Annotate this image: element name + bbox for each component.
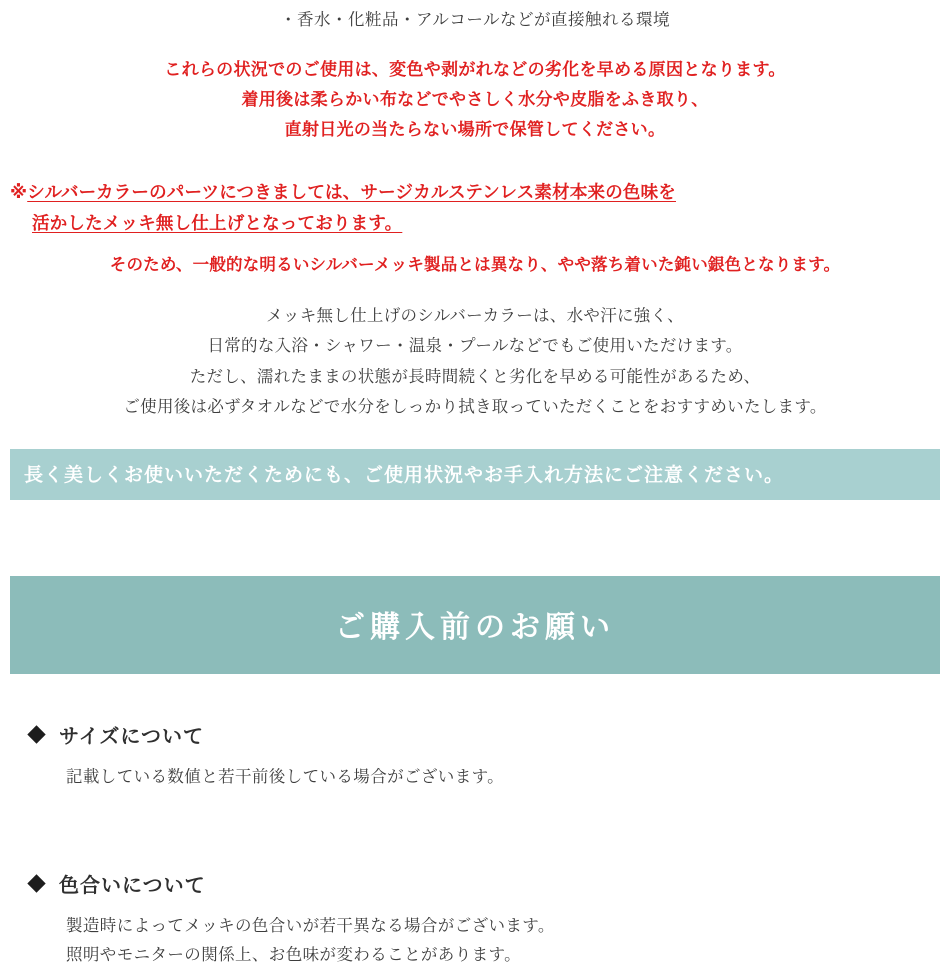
notice-item-color-line-1: 製造時によってメッキの色合いが若干異なる場合がございます。 <box>66 916 555 936</box>
silver-notice-line-2 <box>0 209 950 241</box>
silver-color-notice <box>0 178 950 241</box>
diamond-bullet-icon <box>27 875 45 893</box>
warning-line-3: 直射日光の当たらない場所で保管してください。 <box>284 120 666 141</box>
notice-item-color-title <box>30 869 950 898</box>
notice-item-color <box>0 869 950 970</box>
notice-item-size-title <box>30 720 950 749</box>
silver-color-subnote: そのため、一般的な明るいシルバーメッキ製品とは異なり、やや落ち着いた鈍い銀色となります。 <box>109 254 841 274</box>
notice-item-size-line-1: 記載している数値と若干前後している場合がございます。 <box>66 766 505 786</box>
warning-block <box>0 55 950 146</box>
warning-line-2: 着用後は柔らかい布などでやさしく水分や皮脂をふき取り、 <box>241 90 709 110</box>
notice-item-color-line-2: 照明やモニターの関係上、お色味が変わることがあります。 <box>66 945 521 965</box>
note-mark: ※ <box>10 182 28 203</box>
silver-care-block <box>0 301 950 423</box>
silver-care-line-1: メッキ無し仕上げのシルバーカラーは、水や汗に強く、 <box>266 305 684 325</box>
silver-care-line-4: ご使用後は必ずタオルなどで水分をしっかり拭き取っていただくことをおすすめいたします。 <box>123 397 827 417</box>
warning-line-1: これらの状況でのご使用は、変色や剥がれなどの劣化を早める原因となります。 <box>164 59 786 80</box>
silver-care-line-2: 日常的な入浴・シャワー・温泉・プールなどでもご使用いただけます。 <box>207 336 743 356</box>
silver-notice-line-1 <box>0 178 950 210</box>
notice-item-size-body <box>30 763 950 792</box>
care-highlight-banner: 長く美しくお使いいただくためにも、ご使用状況やお手入れ方法にご注意ください。 <box>10 449 940 500</box>
diamond-bullet-icon <box>27 725 45 743</box>
environment-condition-line: ・香水・化粧品・アルコールなどが直接触れる環境 <box>279 10 670 29</box>
silver-notice-text-1: シルバーカラーのパーツにつきましては、サージカルステンレス素材本来の色味を <box>27 182 676 203</box>
silver-notice-text-2: 活かしたメッキ無し仕上げとなっております。 <box>32 214 403 234</box>
notice-item-color-body <box>30 912 950 970</box>
notice-item-color-title-text: 色合いについて <box>59 873 206 898</box>
silver-care-line-3: ただし、濡れたままの状態が長時間続くと劣化を早める可能性があるため、 <box>189 366 761 386</box>
notice-item-size <box>0 720 950 792</box>
notice-item-size-title-text: サイズについて <box>59 723 204 748</box>
section-header-before-purchase: ご購入前のお願い <box>10 576 940 674</box>
